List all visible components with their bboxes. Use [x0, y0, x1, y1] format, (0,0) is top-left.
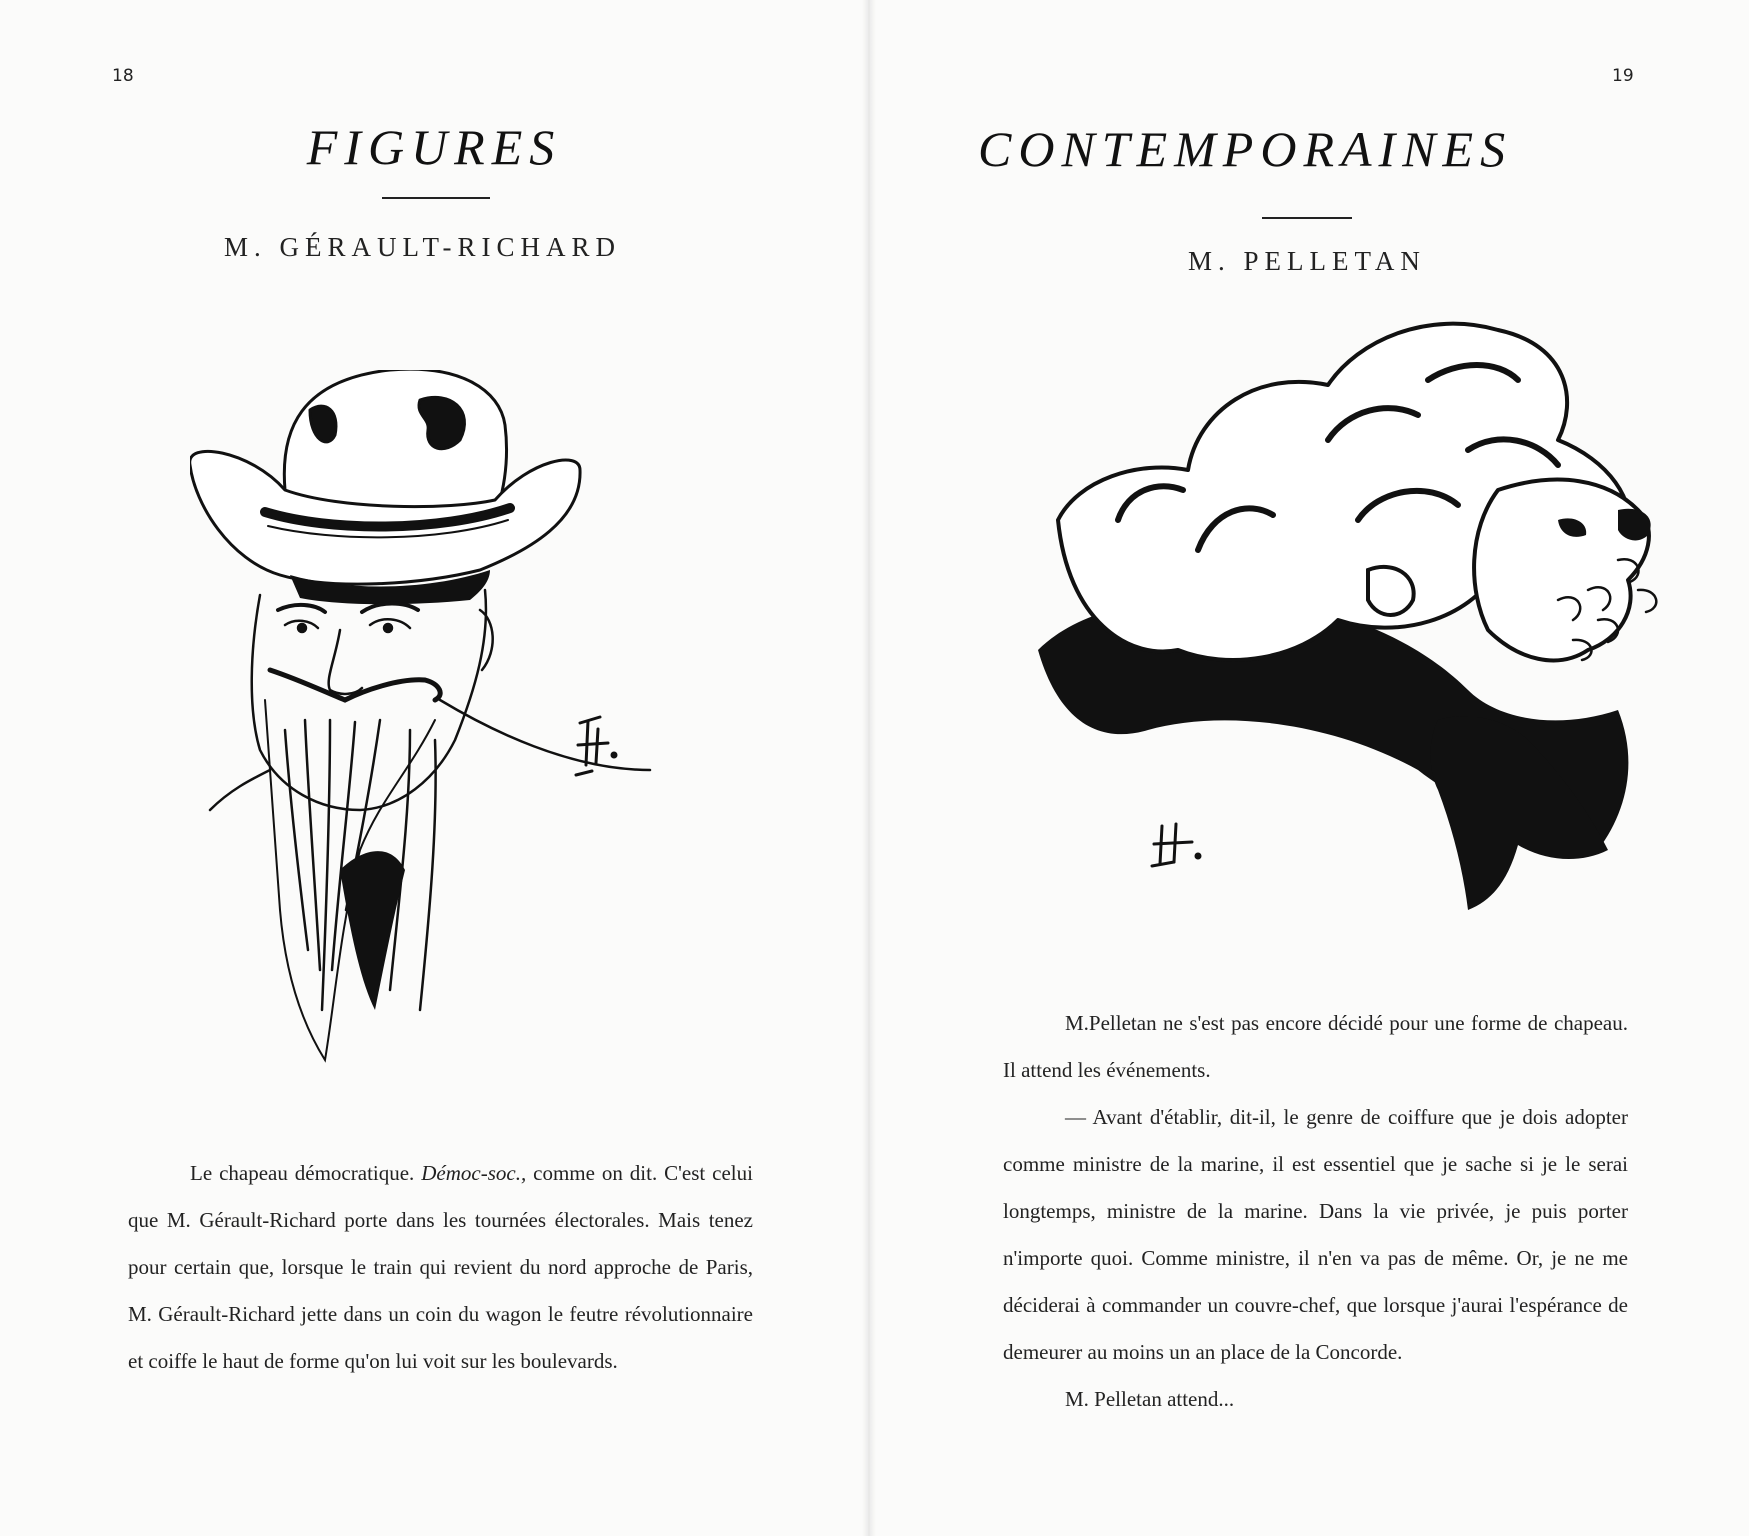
right-page: [868, 0, 1749, 1536]
subject-name: M. PELLETAN: [1188, 246, 1426, 276]
body-text: [128, 1150, 753, 1385]
caricature-gerault-richard: [190, 370, 740, 1090]
title-rule: [382, 197, 490, 199]
paragraph: — Avant d'établir, dit-il, le genre de coiffure que je dois adopter comme ministre de la marine, il est essentiel que je sache si je le serai longtemps, ministre de la marine. Dans la vie privée, je puis porter n'importe quoi. Comme ministre, il n'en va pas de même. Or, je ne me déciderai à commander un couvre-chef, que lorsque j'aurai l'espérance de demeurer au moins un an place de la Concorde.: [1003, 1105, 1628, 1364]
artist-monogram: [1148, 820, 1208, 870]
body-text: [1003, 1000, 1628, 1423]
paragraph-text: Le chapeau démocratique.: [190, 1161, 422, 1185]
page-number: 19: [1612, 66, 1634, 86]
paragraph-text: comme on dit. C'est celui que M. Gérault-Richard porte dans les tournées électorales. Mais tenez pour certain que, lorsque le train qui revient du nord approche de Paris, M. Gérault-Richard jette dans un coin du wagon le feutre révolutionnaire et coiffe le haut de forme qu'on lui voit sur les boulevards.: [128, 1161, 753, 1373]
caricature-pelletan: [998, 290, 1718, 1000]
paragraph-emphasis: Démoc-soc.,: [421, 1161, 527, 1185]
page-number: 18: [112, 66, 134, 86]
artist-monogram: [570, 715, 626, 785]
paragraph: [128, 1150, 753, 1385]
left-page: [0, 0, 868, 1536]
running-title: CONTEMPORAINES: [978, 121, 1513, 177]
running-title: FIGURES: [306, 119, 562, 175]
subject-name: M. GÉRAULT-RICHARD: [224, 232, 622, 262]
title-rule: [1262, 217, 1352, 219]
paragraph: M.Pelletan ne s'est pas encore décidé pour une forme de chapeau. Il attend les événements.: [1003, 1011, 1628, 1082]
paragraph: M. Pelletan attend...: [1065, 1387, 1235, 1411]
